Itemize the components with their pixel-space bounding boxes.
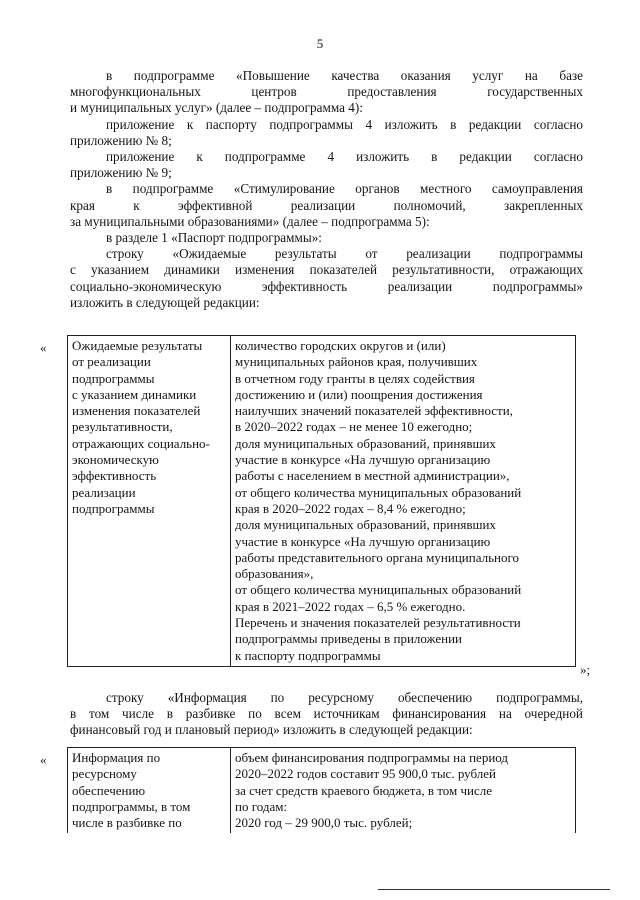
cell-line: от реализации — [72, 354, 151, 370]
paragraph-line: финансовый год и плановый период» изложить в следующей редакции: — [70, 722, 473, 738]
paragraph-line: многофункциональных центров предоставления государственных — [70, 84, 583, 100]
paragraph-line: края к эффективной реализации полномочий, закрепленных — [70, 197, 583, 213]
cell-line: изменения показателей — [72, 403, 201, 419]
paragraph-line: в подпрограмме «Стимулирование органов местного самоуправления — [106, 181, 583, 197]
paragraph-line: в том числе в разбивке по всем источникам финансирования на очередной — [70, 706, 583, 722]
cell-line: от общего количества муниципальных образований — [235, 582, 522, 598]
cell-line: края в 2021–2022 годах – 6,5 % ежегодно. — [235, 598, 466, 614]
paragraph-line: социально-экономическую эффективность реализации подпрограммы» — [70, 278, 583, 294]
paragraph-line: приложению № 8; — [70, 132, 172, 148]
table1-label-cell — [68, 336, 231, 667]
opening-quote-2: « — [40, 752, 47, 767]
cell-line: эффективность — [72, 468, 157, 484]
cell-line: ресурсному — [72, 766, 137, 782]
paragraphs-block-2 — [70, 690, 583, 739]
cell-line: работы представительного органа муниципального — [235, 549, 519, 565]
cell-line: участие в конкурсе «На лучшую организацию — [235, 533, 491, 549]
paragraph-line: приложение к подпрограмме 4 изложить в редакции согласно — [106, 149, 583, 165]
cell-line: наилучших значений показателей эффективности, — [235, 403, 513, 419]
cell-line: с указанием динамики — [72, 386, 197, 402]
cell-line: за счет средств краевого бюджета, в том числе — [235, 782, 493, 798]
opening-quote-1: « — [40, 340, 47, 355]
cell-line: Ожидаемые результаты — [72, 338, 203, 353]
cell-line: Информация по — [72, 750, 161, 765]
paragraph-line: за муниципальными образованиями» (далее – подпрограмма 5): — [70, 213, 430, 229]
cell-line: доля муниципальных образований, принявших — [235, 435, 496, 451]
cell-line: образования», — [235, 566, 314, 582]
cell-line: подпрограммы приведены в приложении — [235, 631, 463, 647]
cell-line: муниципальных районов края, получивших — [235, 354, 478, 370]
paragraph-line: изложить в следующей редакции: — [70, 294, 260, 310]
paragraph-line: строку «Информация по ресурсному обеспечению подпрограммы, — [106, 690, 583, 705]
cell-line: подпрограммы — [72, 370, 155, 386]
paragraph-line: и муниципальных услуг» (далее – подпрограмма 4): — [70, 100, 363, 116]
closing-quote-1: »; — [580, 662, 591, 677]
footer-rule — [378, 889, 610, 890]
paragraph-line: в подпрограмме «Повышение качества оказания услуг на базе — [106, 68, 583, 83]
cell-line: доля муниципальных образований, принявших — [235, 517, 496, 533]
paragraph-line: приложение к паспорту подпрограммы 4 изложить в редакции согласно — [106, 116, 583, 132]
table1-value-cell — [231, 336, 576, 667]
paragraph-line: с указанием динамики изменения показателей результативности, отражающих — [70, 262, 583, 278]
cell-line: подпрограммы — [72, 500, 155, 516]
paragraph-line: в разделе 1 «Паспорт подпрограммы»: — [106, 230, 322, 246]
cell-line: работы с населением в местной администрации», — [235, 468, 510, 484]
cell-line: отражающих социально- — [72, 435, 210, 451]
cell-line: реализации — [72, 484, 136, 500]
cell-line: Перечень и значения показателей результативности — [235, 615, 521, 631]
cell-line: объем финансирования подпрограммы на период — [235, 750, 509, 765]
page-number: 5 — [316, 36, 324, 51]
cell-line: экономическую — [72, 452, 159, 468]
cell-line: результативности, — [72, 419, 173, 435]
paragraphs-block-1 — [70, 68, 583, 311]
cell-line: количество городских округов и (или) — [235, 338, 446, 353]
cell-line: от общего количества муниципальных образований — [235, 484, 522, 500]
table2-value-cell — [231, 748, 576, 834]
cell-line: 2020–2022 годов составит 95 900,0 тыс. рублей — [235, 766, 496, 782]
passport-table-2 — [67, 747, 576, 833]
cell-line: участие в конкурсе «На лучшую организацию — [235, 452, 491, 468]
cell-line: числе в разбивке по — [72, 815, 182, 831]
cell-line: обеспечению — [72, 782, 146, 798]
passport-table-1 — [67, 335, 576, 667]
cell-line: края в 2020–2022 годах – 8,4 % ежегодно; — [235, 500, 466, 516]
cell-line: к паспорту подпрограммы — [235, 647, 381, 663]
cell-line: в отчетном году гранты в целях содействия — [235, 370, 475, 386]
cell-line: в 2020–2022 годах – не менее 10 ежегодно; — [235, 419, 473, 435]
cell-line: по годам: — [235, 798, 288, 814]
table2-label-cell — [68, 748, 231, 834]
cell-line: достижению и (или) поощрения достижения — [235, 386, 483, 402]
cell-line: 2020 год – 29 900,0 тыс. рублей; — [235, 815, 413, 831]
cell-line: подпрограммы, в том — [72, 798, 191, 814]
paragraph-line: приложению № 9; — [70, 165, 172, 181]
paragraph-line: строку «Ожидаемые результаты от реализации подпрограммы — [106, 246, 583, 262]
